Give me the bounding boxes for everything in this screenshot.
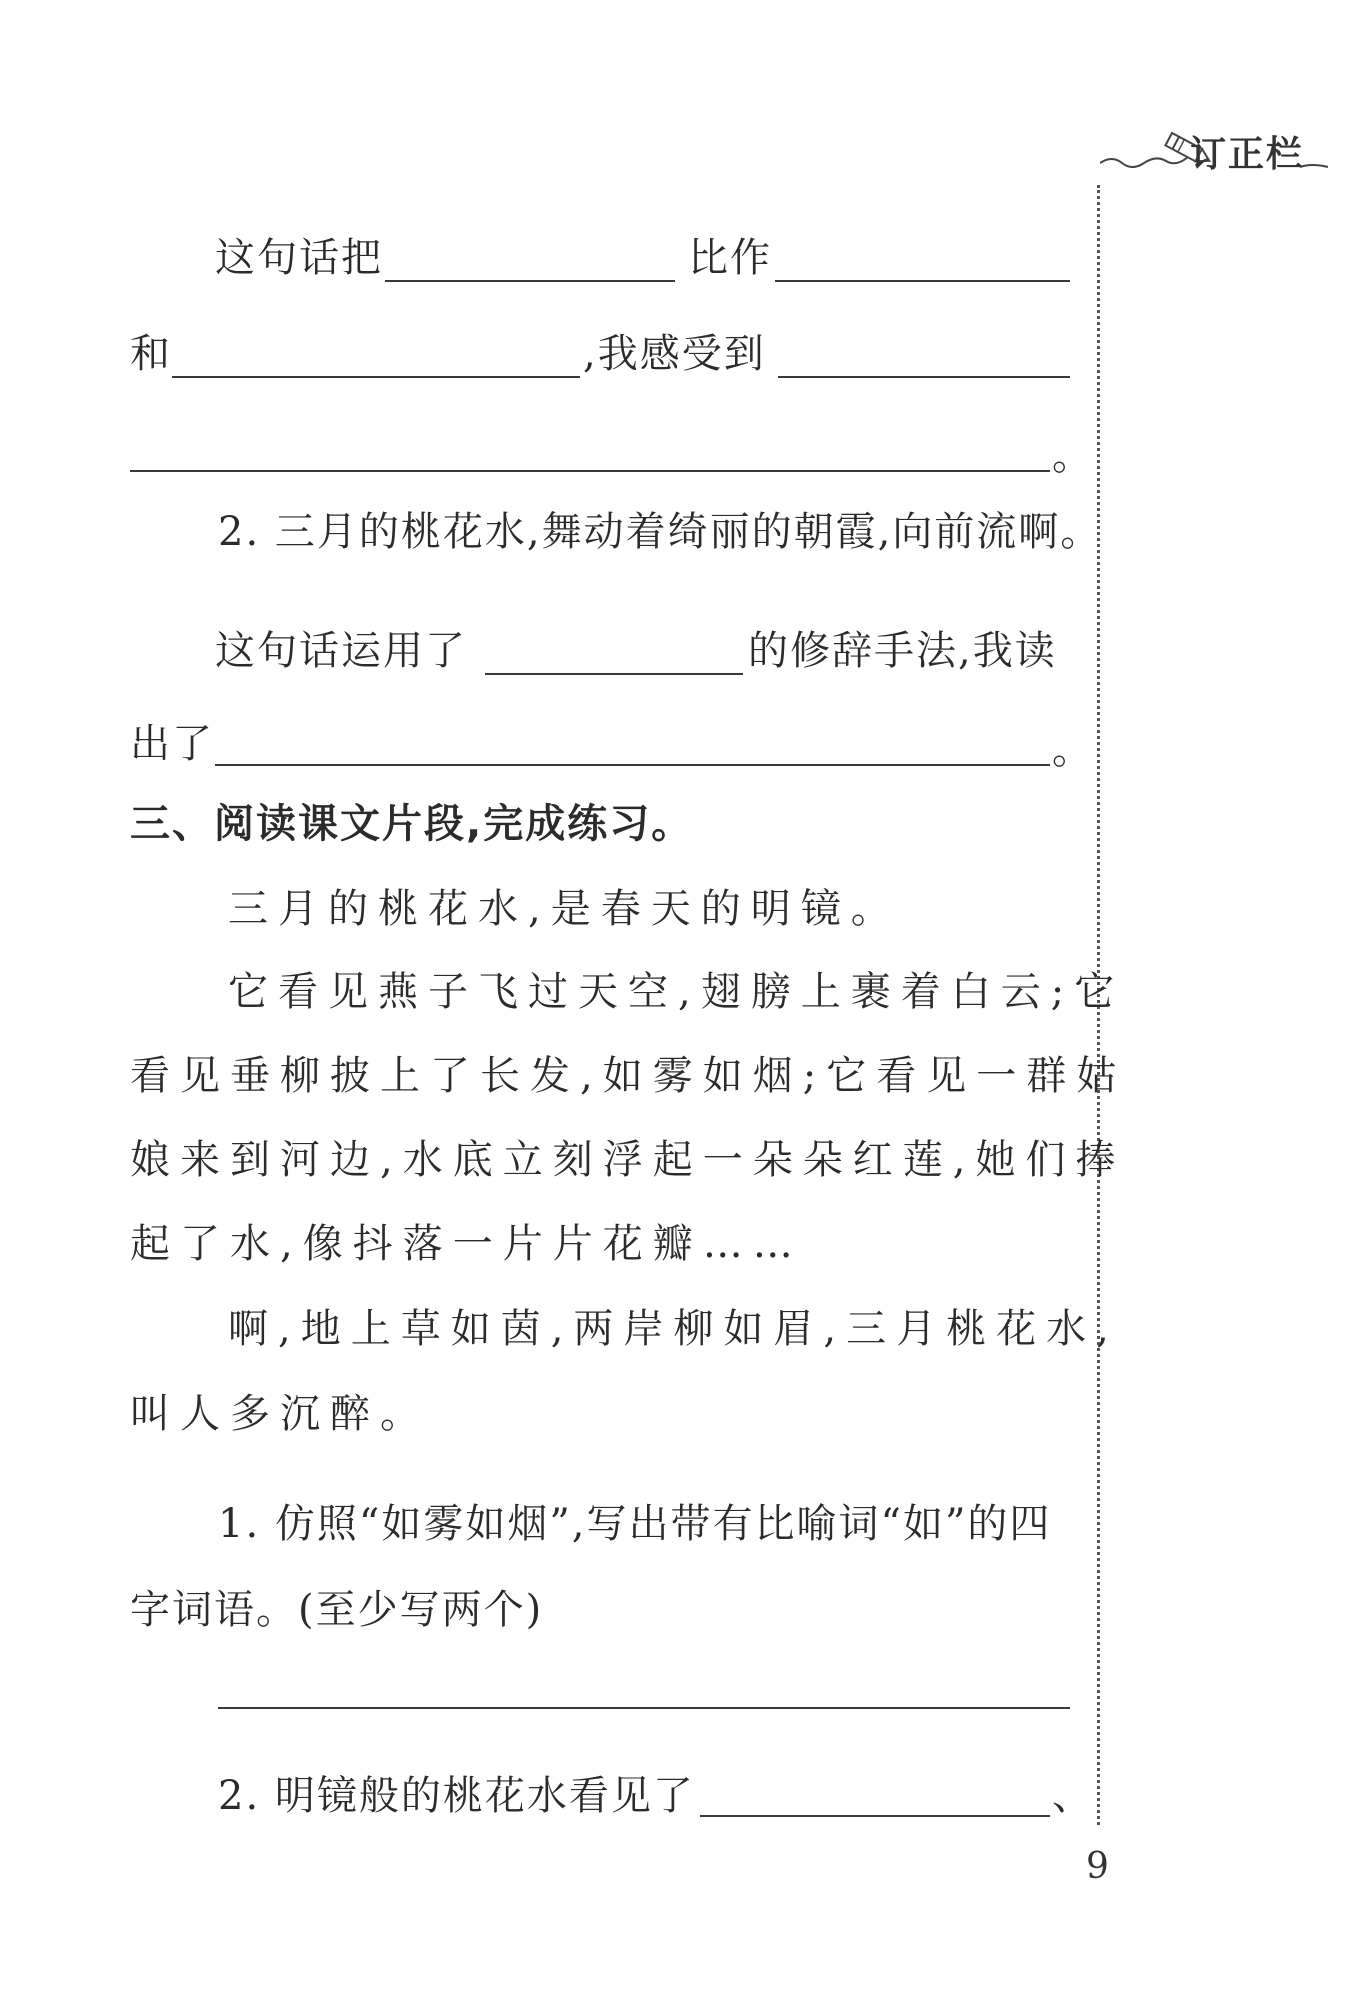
ex1-answer-blank[interactable] <box>218 1707 1070 1709</box>
q1-text-and: 和 <box>130 331 172 377</box>
passage-line-4: 娘来到河边,水底立刻浮起一朵朵红莲,她们捧 <box>130 1137 1126 1183</box>
passage-line-3: 看见垂柳披上了长发,如雾如烟;它看见一群姑 <box>130 1053 1127 1099</box>
section3-heading: 三、阅读课文片段,完成练习。 <box>130 801 694 847</box>
q1-blank-second-object[interactable] <box>172 376 580 378</box>
q2-text-rhetoric: 这句话运用了 <box>215 628 467 674</box>
q1-text-this-sentence: 这句话把 <box>215 235 383 281</box>
ex1-prompt-line-1: 1. 仿照“如雾如烟”,写出带有比喻词“如”的四 <box>218 1501 1052 1547</box>
q1-blank-feeling[interactable] <box>778 376 1070 378</box>
q2-sentence: 2. 三月的桃花水,舞动着绮丽的朝霞,向前流啊。 <box>218 509 1103 555</box>
page-number: 9 <box>1086 1846 1109 1887</box>
passage-line-5: 起了水,像抖落一片片花瓣…… <box>130 1221 803 1267</box>
q1-period: 。 <box>1052 433 1094 479</box>
passage-line-7: 叫人多沉醉。 <box>130 1391 430 1437</box>
q1-text-feel: ,我感受到 <box>583 331 766 377</box>
passage-line-1: 三月的桃花水,是春天的明镜。 <box>228 886 901 932</box>
ex2-comma: 、 <box>1052 1773 1094 1819</box>
correction-column-title: 订正栏 <box>1190 134 1305 175</box>
q2-blank-rhetoric[interactable] <box>485 673 743 675</box>
q2-period: 。 <box>1052 727 1094 773</box>
ex2-prompt: 2. 明镜般的桃花水看见了 <box>218 1773 695 1819</box>
q2-text-out: 出了 <box>130 721 214 767</box>
q2-text-read: 的修辞手法,我读 <box>748 628 1057 674</box>
ex1-prompt-line-2: 字词语。(至少写两个) <box>130 1587 544 1633</box>
q1-blank-feeling-continued[interactable] <box>130 470 1050 472</box>
ex2-answer-blank[interactable] <box>700 1815 1050 1817</box>
q1-text-compare: 比作 <box>688 235 772 281</box>
q2-blank-reading[interactable] <box>215 764 1050 766</box>
q1-blank-object[interactable] <box>775 280 1070 282</box>
q1-blank-subject[interactable] <box>385 280 675 282</box>
passage-line-6: 啊,地上草如茵,两岸柳如眉,三月桃花水, <box>228 1306 1119 1352</box>
passage-line-2: 它看见燕子飞过天空,翅膀上裹着白云;它 <box>228 969 1125 1015</box>
